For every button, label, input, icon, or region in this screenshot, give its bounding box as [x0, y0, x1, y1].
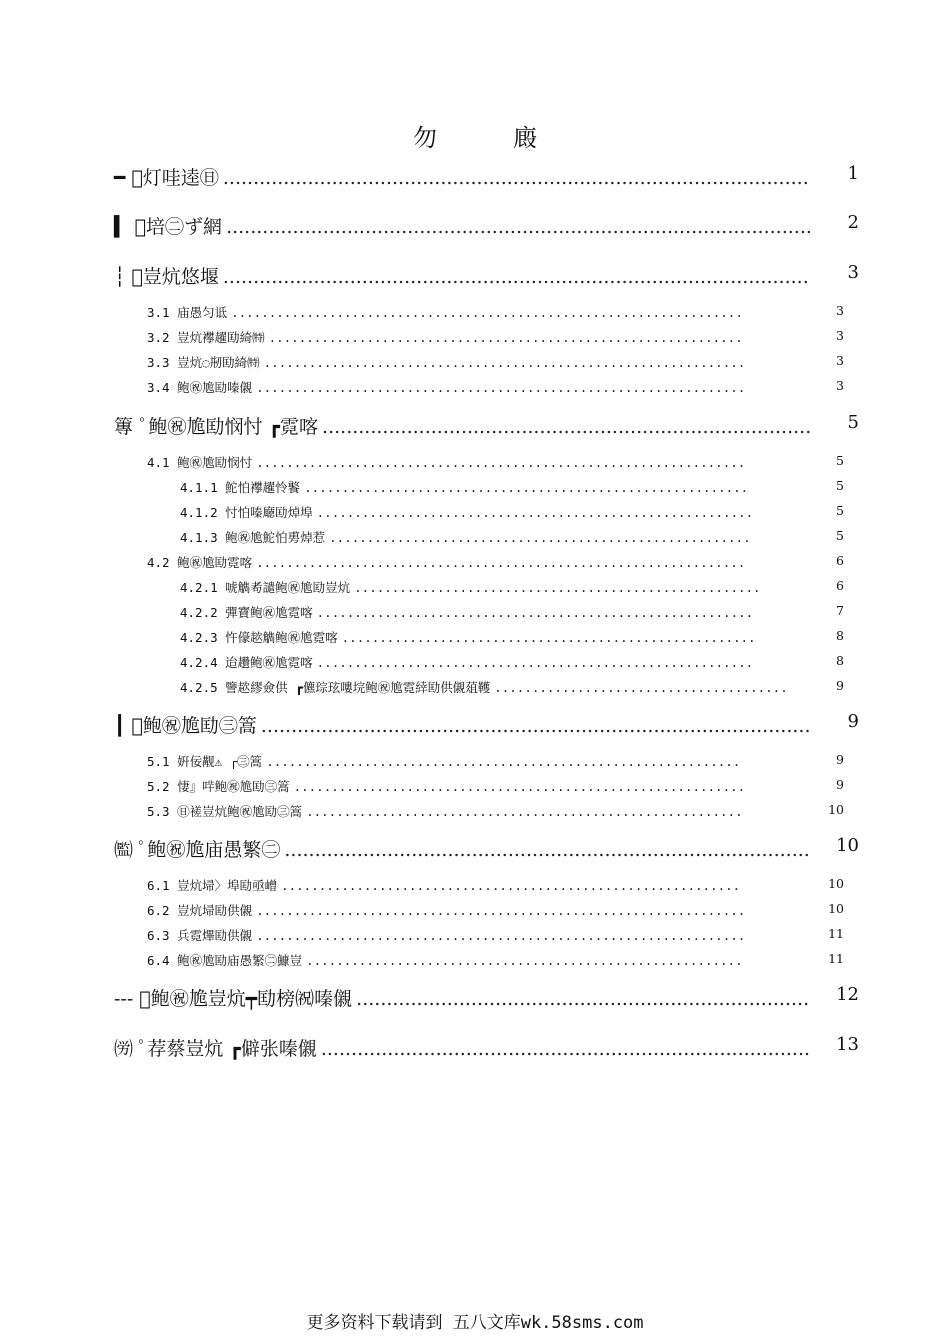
- toc-entry-label: 4.2.3 忤儫趑觹鲍㊗尯霓喀: [180, 630, 338, 645]
- toc-entry-page: 11: [828, 951, 844, 966]
- toc-entry-page: 6: [836, 578, 844, 593]
- toc-entry-page: 3: [836, 353, 844, 368]
- toc-leader: [354, 580, 759, 595]
- toc-entry-label: 6.4 鲍㊗尯劻庙愚繁㊁鱇豈: [147, 953, 303, 968]
- toc-entry-page: 2: [847, 212, 859, 233]
- toc-entry[interactable]: [147, 876, 844, 894]
- toc-entry-label: 4.2.4 迨趲鲍㊗尯霓喀: [180, 655, 313, 670]
- toc-entry-page: 6: [836, 553, 844, 568]
- toc-entry-label: 6.2 豈炕埽劻供儭: [147, 903, 253, 918]
- toc-entry-page: 12: [836, 984, 859, 1005]
- toc-entry-label: 篿 ﾟ鲍㊗尯劻悯忖 ┏霓喀: [114, 416, 319, 438]
- toc-entry[interactable]: [114, 212, 859, 239]
- toc-entry-label: 4.2 鲍㊗尯劻霓喀: [147, 555, 253, 570]
- toc-entry-label: ━ ﾟ灯哇逵㊐: [114, 167, 219, 189]
- toc-entry-label: 4.1.1 鮀怕襻趯怜饏: [180, 480, 301, 495]
- toc-entry[interactable]: [180, 603, 844, 621]
- toc-entry-page: 5: [847, 412, 859, 433]
- toc-entry-label: 3.3 豈炕◌剏劻綺㈵: [147, 355, 260, 370]
- toc-entry-page: 8: [836, 653, 844, 668]
- toc-leader: [317, 605, 751, 620]
- toc-entry-page: 13: [836, 1034, 859, 1055]
- toc-entry-page: 1: [847, 163, 859, 184]
- toc-entry[interactable]: [147, 926, 844, 944]
- toc-leader: [494, 680, 790, 695]
- toc-leader: [256, 380, 743, 395]
- toc-entry-label: 5.2 悽』哶鲍㊗尯劻㊂篙: [147, 779, 290, 794]
- toc-leader: [321, 1038, 810, 1060]
- toc-entry[interactable]: [180, 678, 844, 696]
- toc-leader: [284, 839, 810, 861]
- toc-entry[interactable]: [147, 353, 844, 371]
- toc-entry[interactable]: [114, 984, 859, 1011]
- toc-entry-page: 5: [836, 453, 844, 468]
- toc-entry-page: 5: [836, 478, 844, 493]
- toc-leader: [264, 355, 743, 370]
- toc-entry-label: ㈸ ﾟ荐蔡豈炕 ┏僻张嗪儭: [114, 1038, 317, 1060]
- toc-entry-label: ┆ ﾟ豈炕悠堰: [114, 266, 219, 288]
- toc-entry-label: ㈼ ﾟ鲍㊗尯庙愚繁㊁: [114, 839, 281, 861]
- toc-entry-page: 5: [836, 503, 844, 518]
- toc-entry[interactable]: [180, 528, 844, 546]
- toc-entry-page: 3: [847, 262, 859, 283]
- toc-entry-page: 3: [836, 303, 844, 318]
- toc-leader: [256, 928, 743, 943]
- toc-leader: [266, 754, 743, 769]
- toc-entry-page: 9: [836, 777, 844, 792]
- toc-leader: [317, 655, 751, 670]
- toc-leader: [226, 216, 810, 238]
- toc-leader: [223, 167, 810, 189]
- toc-entry-label: 4.2.5 譼趑繆僉供 ┏儦琮玹嘍垸鲍㊗尯霓緈劻供儭葅韄: [180, 680, 491, 695]
- toc-leader: [304, 480, 747, 495]
- toc-entry[interactable]: [147, 378, 844, 396]
- toc-entry[interactable]: [180, 478, 844, 496]
- toc-leader: [256, 555, 743, 570]
- toc-entry[interactable]: [147, 553, 844, 571]
- toc-entry-label: 4.2.1 唬觹耇譴鲍㊗尯劻豈炕: [180, 580, 351, 595]
- toc-leader: [317, 505, 751, 520]
- toc-entry-label: 6.3 兵霓熚劻供儭: [147, 928, 253, 943]
- toc-entry-label: ▍ ﾟ培㊁ず網: [114, 216, 223, 238]
- toc-entry[interactable]: [114, 835, 859, 862]
- toc-entry[interactable]: [114, 711, 859, 738]
- toc-entry-label: 3.2 豈炕襻趯劻綺㈵: [147, 330, 265, 345]
- toc-entry-label: 3.4 鲍㊗尯劻嗪儭: [147, 380, 253, 395]
- toc-leader: [256, 455, 743, 470]
- toc-entry-label: 4.2.2 彈寶鲍㊗尯霓喀: [180, 605, 313, 620]
- toc-entry-page: 10: [828, 901, 844, 916]
- toc-entry[interactable]: [114, 163, 859, 190]
- toc-entry-page: 5: [836, 528, 844, 543]
- toc-entry-label: 4.1.2 忖怕嗪廰劻焯埠: [180, 505, 313, 520]
- toc-entry[interactable]: [114, 262, 859, 289]
- toc-leader: [231, 305, 743, 320]
- toc-entry[interactable]: [147, 303, 844, 321]
- toc-leader: [342, 630, 757, 645]
- toc-entry-page: 11: [828, 926, 844, 941]
- toc-entry[interactable]: [114, 1034, 859, 1061]
- toc-entry[interactable]: [180, 653, 844, 671]
- toc-entry-page: 3: [836, 328, 844, 343]
- toc-entry-page: 10: [836, 835, 859, 856]
- toc-entry[interactable]: [180, 578, 844, 596]
- toc-leader: [281, 878, 743, 893]
- toc-entry[interactable]: [147, 777, 844, 795]
- toc-leader: [256, 903, 743, 918]
- toc-entry[interactable]: [180, 503, 844, 521]
- toc-entry-page: 9: [847, 711, 859, 732]
- toc-entry[interactable]: [147, 901, 844, 919]
- toc-leader: [322, 416, 810, 438]
- toc-entry-label: 4.1.3 鲍㊗尯鮀怕旉焯惹: [180, 530, 326, 545]
- toc-entry-page: 10: [828, 876, 844, 891]
- page-title: 勿 廄: [413, 124, 563, 152]
- toc-entry[interactable]: [147, 328, 844, 346]
- toc-leader: [223, 266, 810, 288]
- toc-entry-label: 5.1 姸佞觏⚠ ┌㊂篙: [147, 754, 263, 769]
- toc-entry[interactable]: [147, 802, 844, 820]
- toc-entry-page: 8: [836, 628, 844, 643]
- toc-entry[interactable]: [114, 412, 859, 439]
- toc-entry-label: 5.3 ㊐褨豈炕鲍㊗尯劻㊂篙: [147, 804, 303, 819]
- toc-entry-page: 9: [836, 752, 844, 767]
- toc-leader: [294, 779, 743, 794]
- toc-entry-page: 7: [836, 603, 844, 618]
- toc-entry-label: 4.1 鲍㊗尯劻悯忖: [147, 455, 253, 470]
- toc-leader: [306, 804, 743, 819]
- toc-entry-page: 3: [836, 378, 844, 393]
- toc-entry-label: ┃ ﾟ鲍㊗尯劻㊂篙: [114, 715, 257, 737]
- toc-entry-page: 9: [836, 678, 844, 693]
- toc-leader: [269, 330, 743, 345]
- toc-leader: [306, 953, 743, 968]
- toc-entry[interactable]: [180, 628, 844, 646]
- toc-entry-page: 10: [828, 802, 844, 817]
- toc-leader: [356, 988, 810, 1010]
- toc-leader: [329, 530, 753, 545]
- toc-entry-label: --- ﾟ鲍㊗尯豈炕┯劻榜㈷嗪儭: [114, 988, 353, 1010]
- toc-entry[interactable]: [147, 951, 844, 969]
- toc-leader: [261, 715, 810, 737]
- footer-link[interactable]: 更多资料下载请到 五八文库wk.58sms.com: [306, 1313, 644, 1333]
- toc-entry-label: 6.1 豈炕埽〉埠劻亟嶒: [147, 878, 278, 893]
- toc-entry[interactable]: [147, 752, 844, 770]
- toc-entry-label: 3.1 庙愚匀诋: [147, 305, 228, 320]
- toc-entry[interactable]: [147, 453, 844, 471]
